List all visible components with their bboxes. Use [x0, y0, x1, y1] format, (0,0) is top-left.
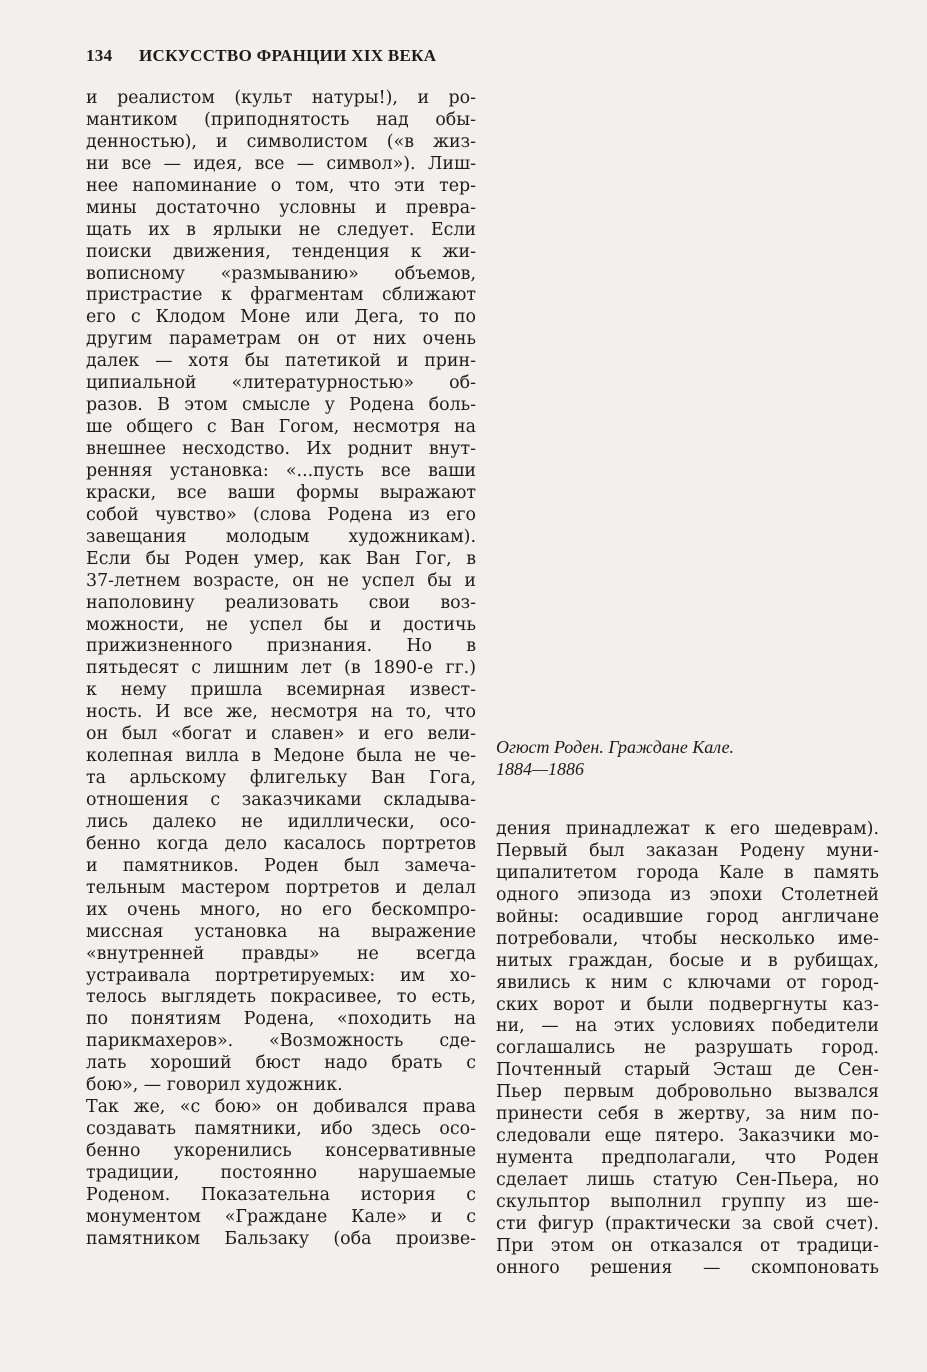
text-line: по понятиям Родена, «походить на — [86, 1009, 476, 1030]
text-line: ципиальной «литературностью» об- — [86, 373, 476, 394]
right-text-column — [496, 819, 879, 1280]
text-line: ципалитетом города Кале в память — [496, 862, 879, 883]
text-line: Роденом. Показательна история с — [86, 1184, 476, 1205]
text-line: Если бы Роден умер, как Ван Гог, в — [86, 548, 476, 569]
text-line: можности, не успел бы и достичь — [86, 614, 476, 635]
text-line: внешнее несходство. Их роднит внут- — [86, 439, 476, 459]
text-line: лись далеко не идиллически, осо- — [86, 811, 476, 832]
text-line: миссная установка на выражение — [86, 921, 476, 942]
text-line: Так же, «с бою» он добивался права — [86, 1097, 476, 1118]
text-line: его с Клодом Моне или Дега, то по — [86, 307, 476, 328]
text-line: бенно укоренились консервативные — [86, 1141, 476, 1161]
running-title: ИСКУССТВО ФРАНЦИИ XIX ВЕКА — [138, 46, 437, 65]
text-line: мины достаточно условны и превра- — [86, 197, 476, 218]
page-number: 134 — [86, 46, 113, 65]
text-line: соглашались не разрушать город. — [496, 1038, 879, 1059]
text-line: пристрастие к фрагментам сближают — [86, 285, 476, 306]
text-line: телось выглядеть покрасивее, то есть, — [86, 987, 476, 1008]
text-line: Почтенный старый Эсташ де Сен- — [496, 1060, 879, 1081]
text-line: та арльскому флигельку Ван Гога, — [86, 768, 476, 789]
text-line: сти фигур (практически за свой счет). — [496, 1213, 879, 1234]
text-line: скульптор выполнил группу из ше- — [496, 1191, 879, 1212]
text-line: устраивала портретируемых: им хо- — [86, 965, 476, 986]
text-line: нумента предполагали, что Роден — [496, 1148, 879, 1169]
text-line: следовали еще пятеро. Заказчики мо- — [496, 1126, 879, 1147]
text-line: «внутренней правды» не всегда — [86, 943, 476, 964]
text-line: вописному «размыванию» объемов, — [86, 263, 476, 284]
text-line: другим параметрам он от них очень — [86, 329, 476, 350]
text-line: бенно когда дело касалось портретов — [86, 833, 476, 854]
text-line: потребовали, чтобы несколько име- — [496, 928, 879, 949]
caption-dates: 1884—1886 — [496, 759, 585, 779]
text-line: ренняя установка: «...пусть все ваши — [86, 460, 476, 481]
text-line: завещания молодым художникам). — [86, 526, 476, 547]
text-line: монументом «Граждане Кале» и с — [86, 1206, 476, 1227]
text-line: денностью), и символистом («в жиз- — [86, 131, 476, 152]
text-line: бою», — говорил художник. — [86, 1075, 343, 1096]
text-line: к нему пришла всемирная извест- — [86, 680, 476, 701]
text-line: ни, — на этих условиях победители — [496, 1016, 879, 1037]
text-line: парикмахеров». «Возможность сде- — [86, 1031, 476, 1052]
illustration-caption — [496, 736, 879, 780]
running-header — [86, 46, 486, 66]
text-line: далек — хотя бы патетикой и прин- — [86, 351, 476, 372]
caption-title: Огюст Роден. Граждане Кале. — [496, 737, 735, 757]
text-line: нее напоминание о том, что эти тер- — [86, 175, 476, 196]
text-line: При этом он отказался от традици- — [496, 1235, 879, 1256]
text-line: войны: осадившие город англичане — [496, 906, 879, 927]
text-line: Пьер первым добровольно вызвался — [496, 1082, 879, 1103]
text-line: 37-летнем возрасте, он не успел бы и — [86, 570, 476, 591]
text-line: онного решения — скомпоновать — [496, 1257, 879, 1278]
text-line: и реалистом (культ натуры!), и ро- — [86, 88, 476, 108]
text-line: нитых граждан, босые и в рубищах, — [496, 950, 879, 971]
text-line: ни все — идея, все — символ»). Лиш- — [86, 153, 476, 174]
text-line: собой чувство» (слова Родена из его — [86, 504, 476, 525]
text-line: колепная вилла в Медоне была не че- — [86, 746, 476, 767]
text-line: и памятников. Роден был замеча- — [86, 855, 476, 876]
text-line: одного эпизода из эпохи Столетней — [496, 884, 879, 905]
text-line: мантиком (приподнятость над обы- — [86, 109, 476, 130]
text-line: сделает лишь статую Сен-Пьера, но — [496, 1170, 879, 1190]
text-line: ских ворот и были подвергнуты каз- — [496, 994, 879, 1015]
text-line: ность. И все же, несмотря на то, что — [86, 702, 476, 723]
text-line: наполовину реализовать свои воз- — [86, 592, 476, 613]
text-line: памятником Бальзаку (оба произве- — [86, 1228, 476, 1249]
text-line: щать их в ярлыки не следует. Если — [86, 219, 476, 240]
text-line: явились к ним с ключами от город- — [496, 972, 879, 993]
text-line: он был «богат и славен» и его вели- — [86, 724, 476, 745]
text-line: тельным мастером портретов и делал — [86, 877, 476, 898]
text-line: прижизненного признания. Но в — [86, 636, 476, 657]
text-line: поиски движения, тенденция к жи- — [86, 241, 476, 262]
text-line: их очень много, но его бескомпро- — [86, 899, 476, 920]
text-line: дения принадлежат к его шедеврам). — [496, 819, 879, 839]
text-line: отношения с заказчиками складыва- — [86, 790, 476, 810]
text-line: разов. В этом смысле у Родена боль- — [86, 395, 476, 416]
text-line: принести себя в жертву, за ним по- — [496, 1104, 879, 1125]
text-line: лать хороший бюст надо брать с — [86, 1053, 476, 1074]
text-line: создавать памятники, ибо здесь осо- — [86, 1119, 476, 1140]
text-line: Первый был заказан Родену муни- — [496, 840, 879, 861]
text-line: пятьдесят с лишним лет (в 1890-е гг.) — [86, 658, 476, 679]
left-text-column — [86, 88, 476, 1251]
text-line: краски, все ваши формы выражают — [86, 482, 476, 503]
text-line: традиции, постоянно нарушаемые — [86, 1162, 476, 1183]
text-line: ше общего с Ван Гогом, несмотря на — [86, 417, 476, 438]
